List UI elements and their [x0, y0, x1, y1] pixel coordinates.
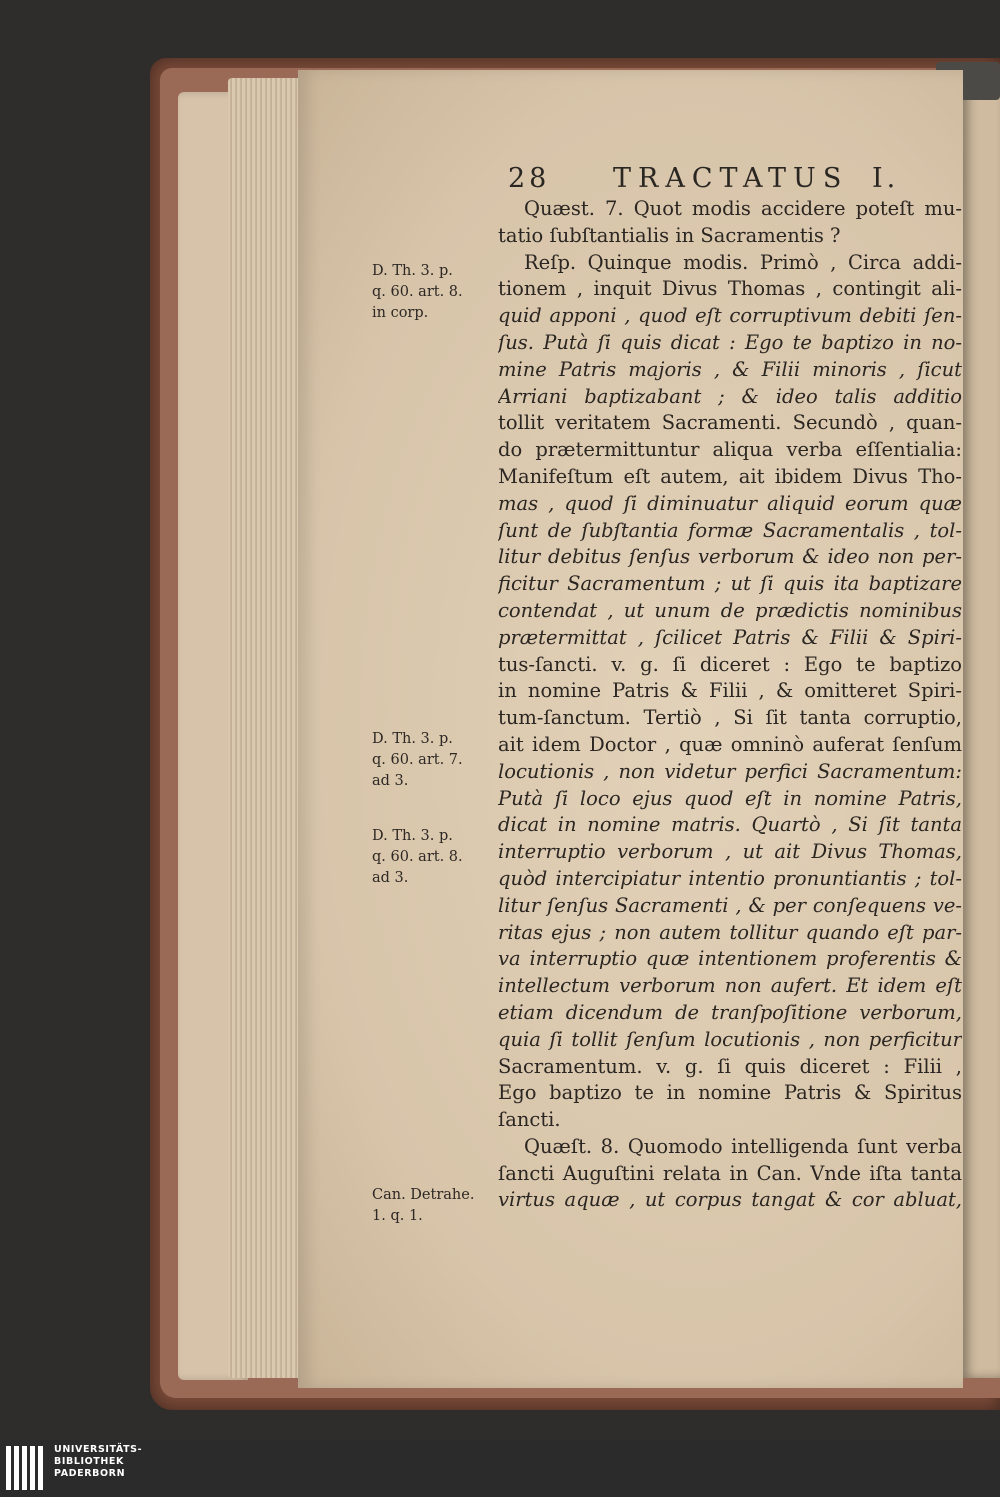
text-line: dicat in nomine matris. Quartò , Si ſit tanta	[498, 813, 962, 837]
text-line: Quæst. 7. Quot modis accidere poteſt mu-	[524, 197, 962, 220]
main-text	[498, 196, 962, 1214]
page-number: 28	[508, 163, 551, 194]
library-logo-line: BIBLIOTHEK	[54, 1456, 124, 1468]
text-line: ſunt de ſubſtantia formæ Sacramentalis , tol-	[498, 518, 962, 542]
text-line: Reſp. Quinque modis. Primò , Circa addi-	[524, 250, 962, 274]
library-logo-icon	[6, 1446, 50, 1490]
text-line: in nomine Patris & Filii , & omitteret Spiri-	[498, 679, 962, 703]
text-line: contendat , ut unum de prædictis nominibus	[498, 598, 962, 622]
marginal-note-line: ad 3.	[372, 773, 409, 789]
marginal-note	[372, 1185, 502, 1227]
text-line: quid apponi , quod eſt corruptivum debiti ſen-	[498, 304, 962, 328]
text-line: mine Patris majoris , & Filii minoris , ſicut	[498, 357, 962, 381]
library-logo-text	[54, 1444, 174, 1481]
marginal-note	[372, 826, 502, 889]
tractatus-number: I.	[872, 163, 900, 194]
marginal-note	[372, 261, 502, 324]
text-line: Arriani baptizabant ; & ideo talis additio	[498, 384, 962, 408]
text-line: litur debitus ſenſus verborum & ideo non per-	[498, 545, 962, 569]
text-line: Ego baptizo te in nomine Patris & Spiritus	[498, 1081, 962, 1105]
text-line: quòd intercipiatur intentio pronuntiantis ; tol-	[498, 866, 962, 890]
page-edges	[228, 78, 308, 1378]
header-title: TRACTATUS	[613, 163, 849, 194]
marginal-note-line: 1. q. 1.	[372, 1208, 423, 1224]
marginal-note-line: q. 60. art. 8.	[372, 849, 463, 865]
marginal-note-line: Can. Detrahe.	[372, 1187, 475, 1203]
marginal-note-line: D. Th. 3. p.	[372, 828, 453, 844]
marginal-note-line: in corp.	[372, 305, 429, 321]
text-line: tionem , inquit Divus Thomas , contingit ali-	[498, 277, 962, 301]
marginal-note-line: D. Th. 3. p.	[372, 263, 453, 279]
text-line: Manifeſtum eſt autem, ait ibidem Divus Tho-	[498, 464, 962, 488]
text-line: tollit veritatem Sacramenti. Secundò , quan-	[498, 411, 962, 435]
text-line: intellectum verborum non aufert. Et idem eſt	[498, 974, 962, 998]
text-line: va interruptio quæ intentionem proferentis &	[498, 947, 962, 971]
running-header	[508, 163, 928, 199]
text-line: virtus aquæ , ut corpus tangat & cor abluat,	[498, 1188, 962, 1212]
text-line: ait idem Doctor , quæ omninò auferat ſenſum	[498, 732, 962, 756]
marginal-note-line: q. 60. art. 8.	[372, 284, 463, 300]
text-line: Putà ſi loco ejus quod eſt in nomine Patris,	[498, 786, 962, 810]
text-line: Quæſt. 8. Quomodo intelligenda ſunt verba	[524, 1134, 962, 1158]
marginal-note-line: ad 3.	[372, 870, 409, 886]
library-logo-line: PADERBORN	[54, 1468, 126, 1480]
text-line: Sacramentum. v. g. ſi quis diceret : Filii ,	[498, 1054, 962, 1078]
text-line: ficitur Sacramentum ; ut ſi quis ita baptizare	[498, 572, 962, 596]
text-line: ritas ejus ; non autem tollitur quando eſt par-	[498, 920, 962, 944]
text-line: ſancti.	[498, 1108, 561, 1132]
text-line: prætermittat , ſcilicet Patris & Filii & Spiri-	[498, 625, 962, 649]
text-line: interruptio verborum , ut ait Divus Thomas,	[498, 840, 962, 864]
text-line: quia ſi tollit ſenſum locutionis , non perficitur	[498, 1027, 962, 1051]
text-line: tatio ſubſtantialis in Sacramentis ?	[498, 223, 841, 247]
text-line: tum-ſanctum. Tertiò , Si ſit tanta corruptio,	[498, 706, 962, 730]
text-line: ſus. Putà ſi quis dicat : Ego te baptizo in no-	[498, 330, 962, 354]
facing-page-edge	[962, 78, 1000, 1378]
text-line: etiam dicendum de tranſpoſitione verborum,	[498, 1000, 962, 1024]
text-line: locutionis , non videtur perfici Sacramentum:	[498, 759, 962, 783]
text-line: tus-ſancti. v. g. ſi diceret : Ego te baptizo	[498, 652, 962, 676]
text-line: ſancti Auguſtini relata in Can. Vnde iſta tanta	[498, 1161, 962, 1185]
marginal-note	[372, 729, 502, 792]
text-line: do prætermittuntur aliqua verba eſſentialia:	[498, 438, 962, 462]
marginal-note-line: q. 60. art. 7.	[372, 752, 463, 768]
marginal-note-line: D. Th. 3. p.	[372, 731, 453, 747]
text-line: litur ſenſus Sacramenti , & per conſequens ve-	[498, 893, 962, 917]
text-line: mas , quod ſi diminuatur aliquid eorum quæ	[498, 491, 962, 515]
library-logo-line: UNIVERSITÄTS-	[54, 1444, 143, 1455]
